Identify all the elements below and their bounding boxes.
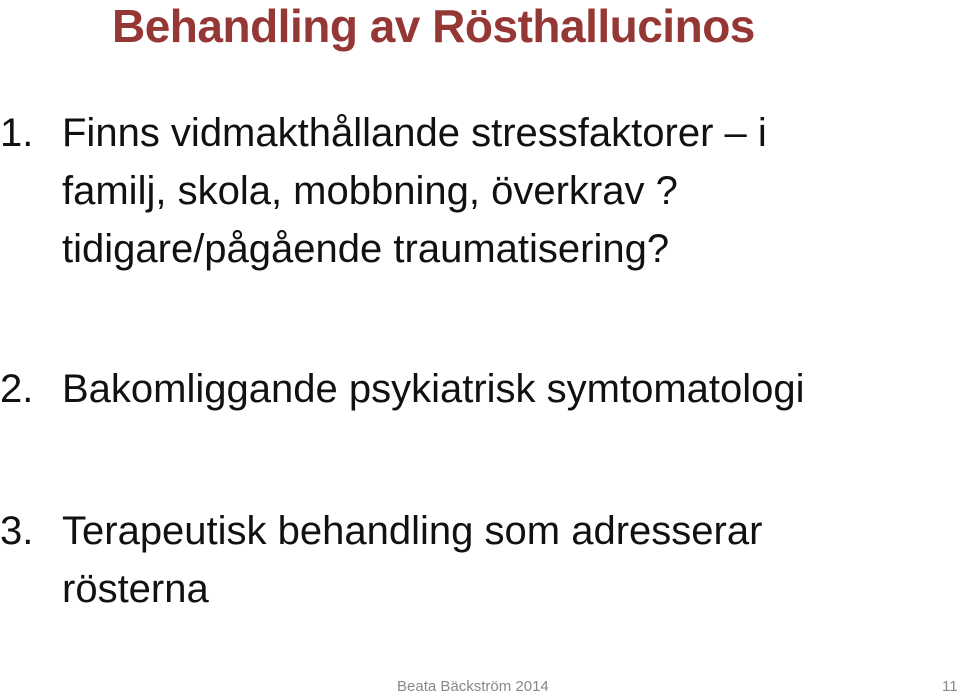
list-item-number: 1. [0,111,34,155]
footer-page-number: 11 [942,678,958,695]
list-item-line: Bakomliggande psykiatrisk symtomatologi [62,367,805,411]
list-item-number: 2. [0,367,34,411]
list-item-line: familj, skola, mobbning, överkrav ? [62,169,678,213]
list-item-number: 3. [0,509,34,553]
footer-author: Beata Bäckström 2014 [397,678,549,695]
list-item-line: Terapeutisk behandling som adresserar [62,509,763,553]
list-item-line: Finns vidmakthållande stressfaktorer – i [62,111,767,155]
slide-title: Behandling av Rösthallucinos [112,0,755,52]
list-item-line: tidigare/pågående traumatisering? [62,227,670,271]
list-item-line: rösterna [62,567,209,611]
